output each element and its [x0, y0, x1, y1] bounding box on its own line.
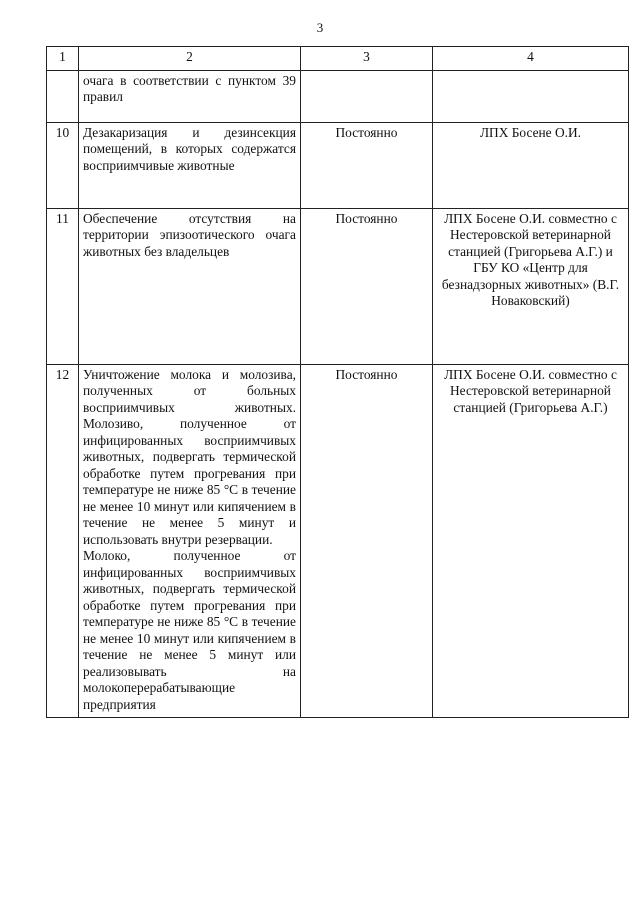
row-number: 12: [47, 364, 79, 718]
measure-responsible: ЛПХ Босене О.И.: [433, 122, 629, 208]
header-cell-3: 3: [301, 47, 433, 71]
description-paragraph: Уничтожение молока и молозива, полученных от больных восприимчивых животных. Молозиво, полученное от инфицированных восприимчивых животных, подвергать термической обработке путем прогревания при температуре не ниже 85 °С в течение не менее 10 минут или кипячением в течение не менее 5 минут и использовать внутри резервации.: [83, 366, 296, 547]
measure-responsible: ЛПХ Босене О.И. совместно с Нестеровской ветеринарной станцией (Григорьева А.Г.): [433, 364, 629, 718]
measure-responsible: [433, 70, 629, 122]
page-number: 3: [316, 20, 324, 35]
header-cell-2: 2: [79, 47, 301, 71]
measure-description: [79, 208, 301, 364]
measure-term: Постоянно: [301, 364, 433, 718]
description-paragraph: Обеспечение отсутствия на территории эпизоотического очага животных без владельцев: [83, 210, 296, 259]
measure-description: [79, 122, 301, 208]
table-row: [47, 364, 629, 718]
measure-description: [79, 70, 301, 122]
table-header-row: [47, 47, 629, 71]
table-row: [47, 70, 629, 122]
description-paragraph: Дезакаризация и дезинсекция помещений, в которых содержатся восприимчивые животные: [83, 124, 296, 173]
measure-term: Постоянно: [301, 122, 433, 208]
measures-table: [46, 46, 629, 718]
table-row: [47, 208, 629, 364]
header-cell-1: 1: [47, 47, 79, 71]
row-number: 11: [47, 208, 79, 364]
row-number: [47, 70, 79, 122]
description-paragraph: Молоко, полученное от инфицированных восприимчивых животных, подвергать термической обработке путем прогревания при температуре не ниже 85 °С в течение не менее 10 минут или кипячением в течение не менее 5 минут или реализовывать на молокоперерабатывающие предприятия: [83, 548, 296, 712]
description-paragraph: очага в соответствии с пунктом 39 правил: [83, 72, 296, 104]
measure-term: Постоянно: [301, 208, 433, 364]
table-row: [47, 122, 629, 208]
row-number: 10: [47, 122, 79, 208]
header-cell-4: 4: [433, 47, 629, 71]
measure-description: [79, 364, 301, 718]
measure-responsible: ЛПХ Босене О.И. совместно с Нестеровской ветеринарной станцией (Григорьева А.Г.) и ГБУ КО «Центр для безнадзорных животных» (В.Г. Новаковский): [433, 208, 629, 364]
measure-term: [301, 70, 433, 122]
